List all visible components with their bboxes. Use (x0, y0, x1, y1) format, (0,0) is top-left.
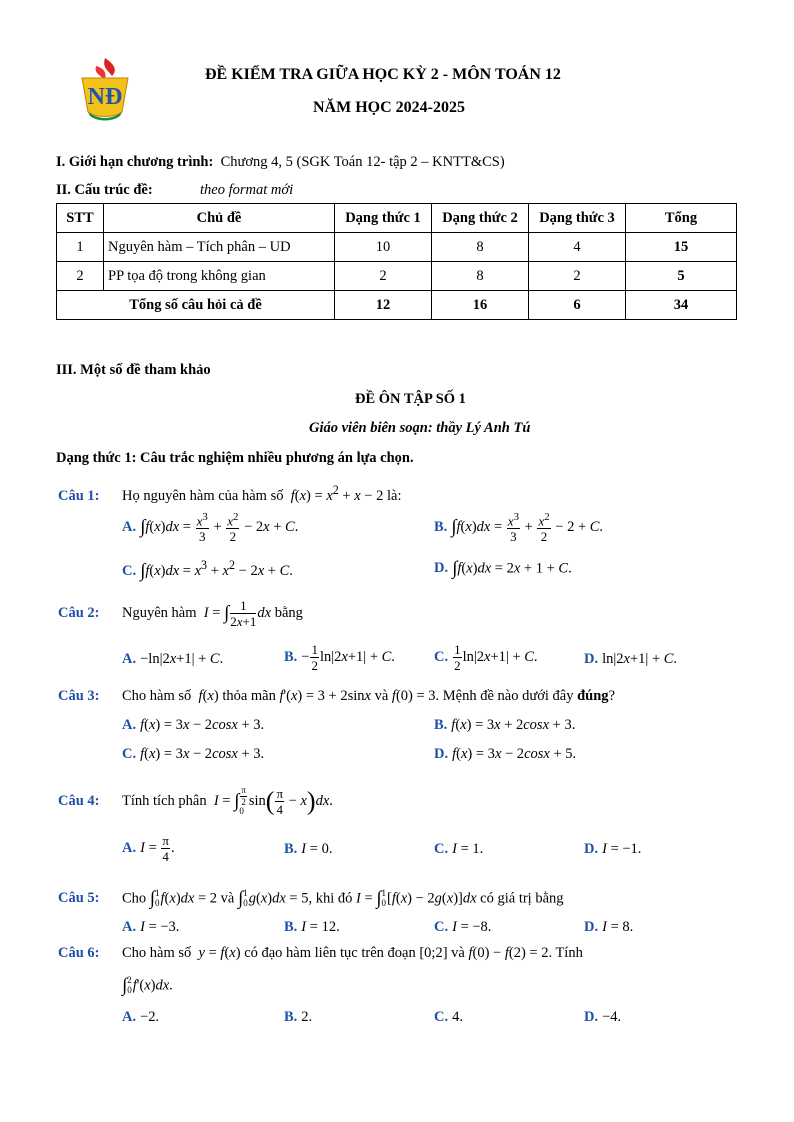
exam-author: Giáo viên biên soạn: thầy Lý Anh Tú (309, 420, 531, 436)
q6-option-c[interactable]: C. 4. (434, 1009, 463, 1025)
q3-option-a[interactable]: A. f(x) = 3x − 2cosx + 3. (122, 717, 265, 733)
q2-option-c[interactable]: C. $\frac{1}{2}$ ln|2x+1| + C. (434, 642, 538, 673)
table-cell: 6 (529, 291, 626, 320)
school-logo (74, 56, 136, 122)
table-row (57, 262, 737, 291)
q4-option-d[interactable]: D. I = −1. (584, 841, 642, 857)
section-scope: I. Giới hạn chương trình: Chương 4, 5 (SGK Toán 12- tập 2 – KNTT&CS) (56, 154, 505, 170)
q6-option-d[interactable]: D. −4. (584, 1009, 622, 1025)
q5-option-a[interactable]: A. I = −3. (122, 919, 180, 935)
question-1: Câu 1: Họ nguyên hàm của hàm số $f(x) = x^2 + x - 2$ là: (58, 483, 402, 504)
q3-option-d[interactable]: D. f(x) = 3x − 2cosx + 5. (434, 746, 577, 762)
structure-table (56, 203, 737, 320)
q5-option-c[interactable]: C. I = −8. (434, 919, 492, 935)
q2-option-b[interactable]: B. − $\frac{1}{2}$ ln|2x+1| + C. (284, 642, 395, 673)
table-cell: 4 (529, 233, 626, 262)
table-row (57, 233, 737, 262)
table-total-row (57, 291, 737, 320)
q1-option-c[interactable]: C. $\int f(x)dx = x^3 + x^2 - 2x + C$. (122, 558, 293, 582)
q3-option-c[interactable]: C. f(x) = 3x − 2cosx + 3. (122, 746, 265, 762)
table-cell: 8 (432, 262, 529, 291)
table-cell: PP tọa độ trong không gian (104, 262, 335, 291)
table-cell: 10 (335, 233, 432, 262)
q5-option-d[interactable]: D. I = 8. (584, 919, 634, 935)
question-6-expression: ∫2 0f'(x)dx. (122, 975, 173, 996)
table-cell: 5 (626, 262, 737, 291)
q1-option-a[interactable]: A. ∫f(x)dx = $\frac{x^3}{3}$ + $\frac{x^2}{2}$ − 2x + C. (122, 511, 299, 545)
table-cell: 2 (529, 262, 626, 291)
q4-option-a[interactable]: A. I = $\frac{\pi}{4}$ . (122, 833, 175, 864)
question-5: Câu 5: Cho ∫1 0f(x)dx = 2 và ∫1 0g(x)dx = 5, khi đó I = ∫1 0[f(x) − 2g(x)]dx có giá trị bằng (58, 888, 564, 909)
table-cell: 12 (335, 291, 432, 320)
table-header: STT (57, 204, 104, 233)
q6-option-a[interactable]: A. −2. (122, 1009, 160, 1025)
table-cell: 1 (57, 233, 104, 262)
q2-option-d[interactable]: D. ln|2x+1| + C. (584, 651, 678, 667)
table-cell: Nguyên hàm – Tích phân – UD (104, 233, 335, 262)
q2-option-a[interactable]: A. −ln|2x+1| + C. (122, 651, 224, 667)
table-header-row (57, 204, 737, 233)
table-cell: Tổng số câu hỏi cả đề (57, 291, 335, 320)
q6-option-b[interactable]: B. 2. (284, 1009, 313, 1025)
section-references: III. Một số đề tham khảo (56, 362, 211, 378)
school-year: NĂM HỌC 2024-2025 (313, 99, 465, 116)
page-title: ĐỀ KIỂM TRA GIỮA HỌC KỲ 2 - MÔN TOÁN 12 (205, 66, 561, 83)
table-cell: 15 (626, 233, 737, 262)
question-3: Câu 3: Cho hàm số f(x) thỏa mãn f'(x) = 3 + 2sinx và f(0) = 3. Mệnh đề nào dưới đây đúng? (58, 688, 615, 704)
table-cell: 8 (432, 233, 529, 262)
q4-option-b[interactable]: B. I = 0. (284, 841, 333, 857)
q3-option-b[interactable]: B. f(x) = 3x + 2cosx + 3. (434, 717, 576, 733)
q4-option-c[interactable]: C. I = 1. (434, 841, 484, 857)
table-cell: 2 (335, 262, 432, 291)
q5-option-b[interactable]: B. I = 12. (284, 919, 340, 935)
svg-text:NĐ: NĐ (87, 84, 123, 110)
section-structure: II. Cấu trúc đề: theo format mới (56, 182, 294, 198)
table-cell: 16 (432, 291, 529, 320)
question-6: Câu 6: Cho hàm số y = f(x) có đạo hàm liên tục trên đoạn [0;2] và f(0) − f(2) = 2. Tính (58, 945, 583, 961)
table-header: Dạng thức 2 (432, 204, 529, 233)
question-2: Câu 2: Nguyên hàm I = ∫ $\frac{1}{2x+1}$ dx bằng (58, 598, 303, 629)
table-header: Tổng (626, 204, 737, 233)
table-cell: 2 (57, 262, 104, 291)
question-4: Câu 4: Tính tích phân I = ∫ $\frac{\pi}{2}$ 0sin( $\frac{\pi}{4}$ − x)dx. (58, 785, 333, 817)
table-header: Chủ đề (104, 204, 335, 233)
exam-title: ĐỀ ÔN TẬP SỐ 1 (355, 391, 466, 407)
q1-option-b[interactable]: B. ∫f(x)dx = $\frac{x^3}{3}$ + $\frac{x^2}{2}$ − 2 + C. (434, 511, 604, 545)
table-cell: 34 (626, 291, 737, 320)
q1-option-d[interactable]: D. ∫f(x)dx = 2x + 1 + C. (434, 558, 572, 579)
table-header: Dạng thức 1 (335, 204, 432, 233)
part-heading: Dạng thức 1: Câu trắc nghiệm nhiều phương án lựa chọn. (56, 450, 414, 466)
table-header: Dạng thức 3 (529, 204, 626, 233)
